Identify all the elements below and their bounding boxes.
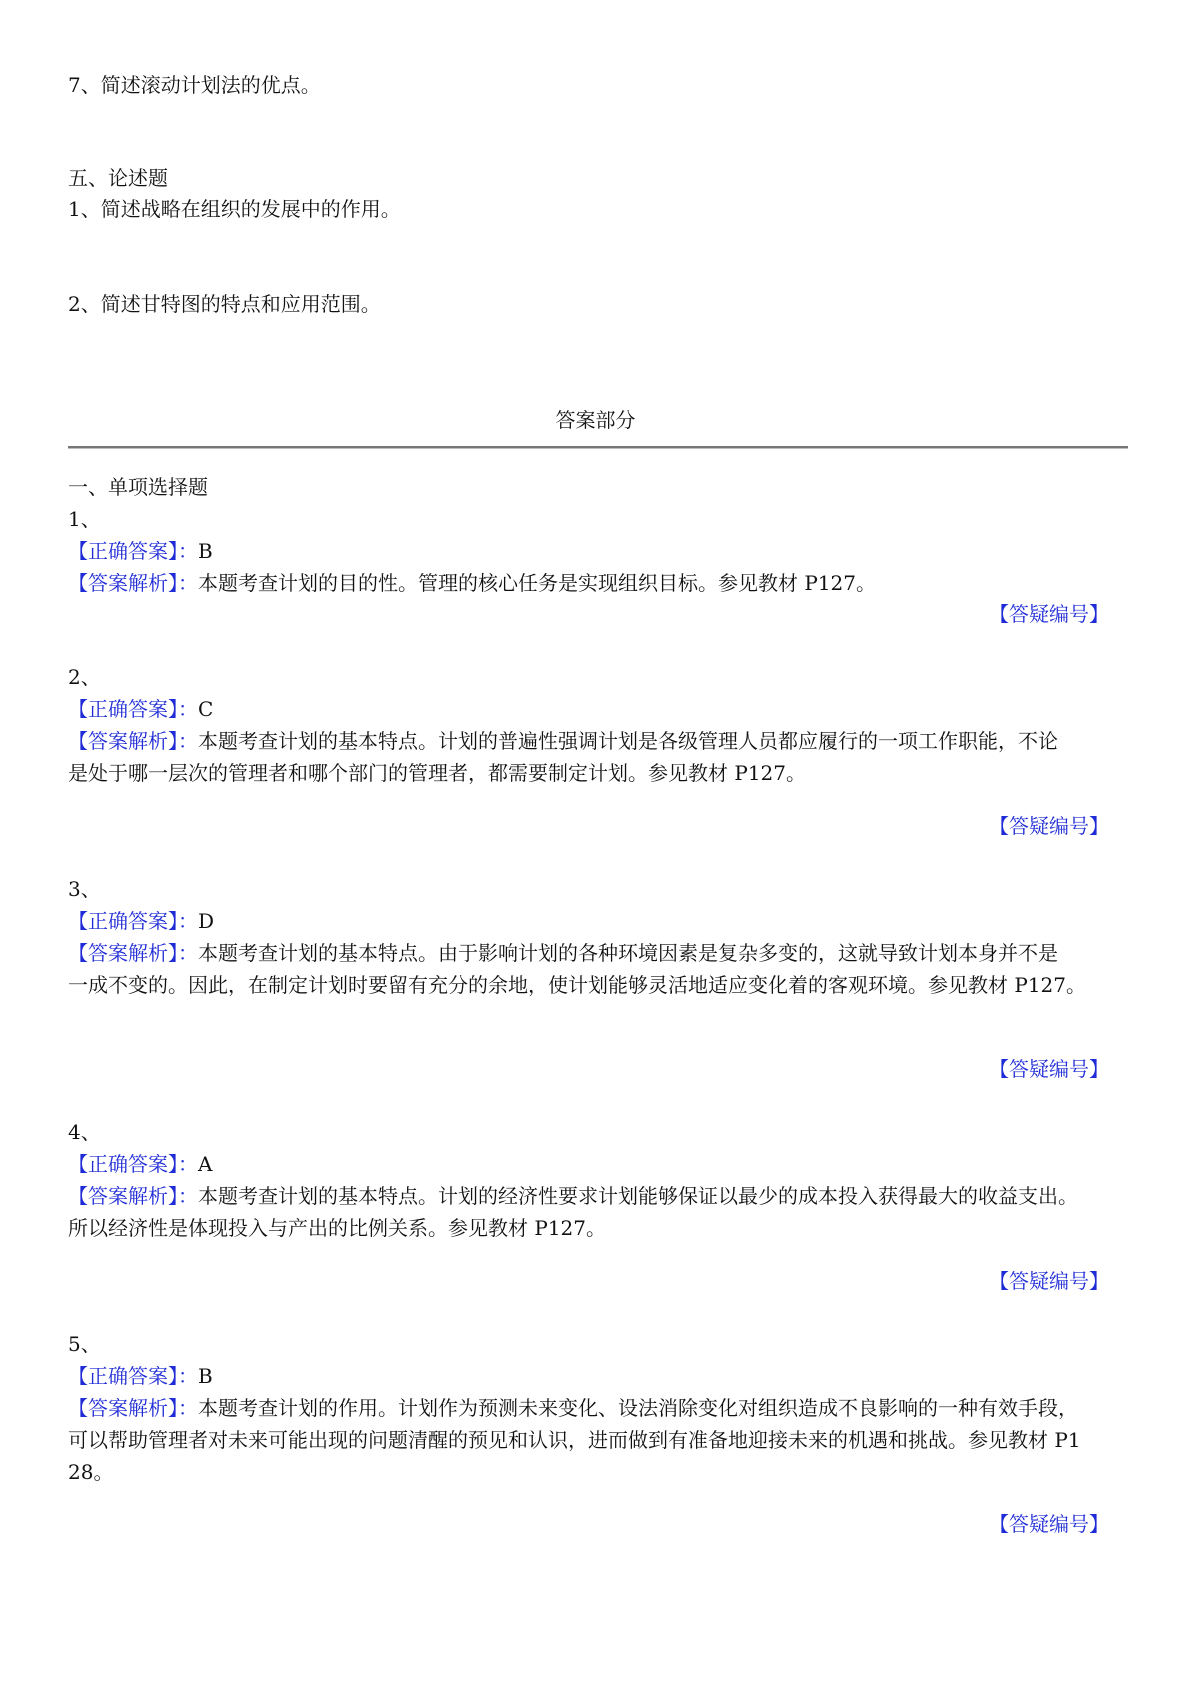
section-5-title: 五、论述题 (68, 166, 168, 190)
item-5-analysis (68, 1392, 1078, 1424)
item-3-analysis-cont: 一成不变的。因此，在制定计划时要留有充分的余地，使计划能够灵活地适应变化着的客观环境。参见教材 P127。 (68, 973, 1086, 997)
item-1-correct-answer (68, 535, 213, 567)
analysis-text: 本题考查计划的目的性。管理的核心任务是实现组织目标。参见教材 P127。 (198, 571, 876, 595)
item-5-correct-answer (68, 1360, 213, 1392)
item-3-number: 3、 (68, 877, 101, 901)
correct-answer-value: B (198, 539, 213, 563)
question-7: 7、简述滚动计划法的优点。 (68, 73, 321, 97)
answer-section-title: 答案部分 (555, 408, 636, 432)
item-3-query-link[interactable]: 【答疑编号】 (989, 1057, 1109, 1081)
item-4-analysis-cont: 所以经济性是体现投入与产出的比例关系。参见教材 P127。 (68, 1216, 606, 1240)
item-5-number: 5、 (68, 1332, 101, 1356)
analysis-text: 本题考查计划的基本特点。计划的普遍性强调计划是各级管理人员都应履行的一项工作职能，不论 (198, 729, 1058, 753)
item-4-query-link[interactable]: 【答疑编号】 (989, 1269, 1109, 1293)
essay-question-1: 1、简述战略在组织的发展中的作用。 (68, 197, 401, 221)
item-5-analysis-cont2: 28。 (68, 1460, 114, 1484)
item-2-query-link[interactable]: 【答疑编号】 (989, 814, 1109, 838)
correct-answer-label: 【正确答案】： (68, 539, 198, 563)
item-5-query-link[interactable]: 【答疑编号】 (989, 1512, 1109, 1536)
item-3-analysis (68, 937, 1058, 969)
correct-answer-value: B (198, 1364, 213, 1388)
analysis-label: 【答案解析】： (68, 571, 198, 595)
analysis-label: 【答案解析】： (68, 729, 198, 753)
analysis-text: 本题考查计划的作用。计划作为预测未来变化、设法消除变化对组织造成不良影响的一种有效手段， (198, 1396, 1078, 1420)
item-2-analysis-cont: 是处于哪一层次的管理者和哪个部门的管理者，都需要制定计划。参见教材 P127。 (68, 761, 806, 785)
correct-answer-label: 【正确答案】： (68, 909, 198, 933)
analysis-label: 【答案解析】： (68, 941, 198, 965)
correct-answer-label: 【正确答案】： (68, 1364, 198, 1388)
item-2-correct-answer (68, 693, 213, 725)
correct-answer-value: C (198, 697, 214, 721)
analysis-label: 【答案解析】： (68, 1396, 198, 1420)
item-2-number: 2、 (68, 665, 101, 689)
item-3-correct-answer (68, 905, 214, 937)
item-4-analysis (68, 1180, 1078, 1212)
correct-answer-label: 【正确答案】： (68, 697, 198, 721)
item-5-analysis-cont: 可以帮助管理者对未来可能出现的问题清醒的预见和认识，进而做到有准备地迎接未来的机遇和挑战。参见教材 P1 (68, 1428, 1081, 1452)
item-1-number: 1、 (68, 507, 101, 531)
analysis-text: 本题考查计划的基本特点。由于影响计划的各种环境因素是复杂多变的，这就导致计划本身并不是 (198, 941, 1058, 965)
essay-question-2: 2、简述甘特图的特点和应用范围。 (68, 292, 381, 316)
item-1-query-link[interactable]: 【答疑编号】 (989, 602, 1109, 626)
correct-answer-value: A (198, 1152, 213, 1176)
item-2-analysis (68, 725, 1058, 757)
item-1-analysis (68, 567, 876, 599)
analysis-label: 【答案解析】： (68, 1184, 198, 1208)
item-4-correct-answer (68, 1148, 212, 1180)
subsection-title: 一、单项选择题 (68, 475, 208, 499)
correct-answer-label: 【正确答案】： (68, 1152, 198, 1176)
item-4-number: 4、 (68, 1120, 101, 1144)
correct-answer-value: D (198, 909, 215, 933)
section-divider (68, 446, 1128, 448)
analysis-text: 本题考查计划的基本特点。计划的经济性要求计划能够保证以最少的成本投入获得最大的收益支出。 (198, 1184, 1078, 1208)
